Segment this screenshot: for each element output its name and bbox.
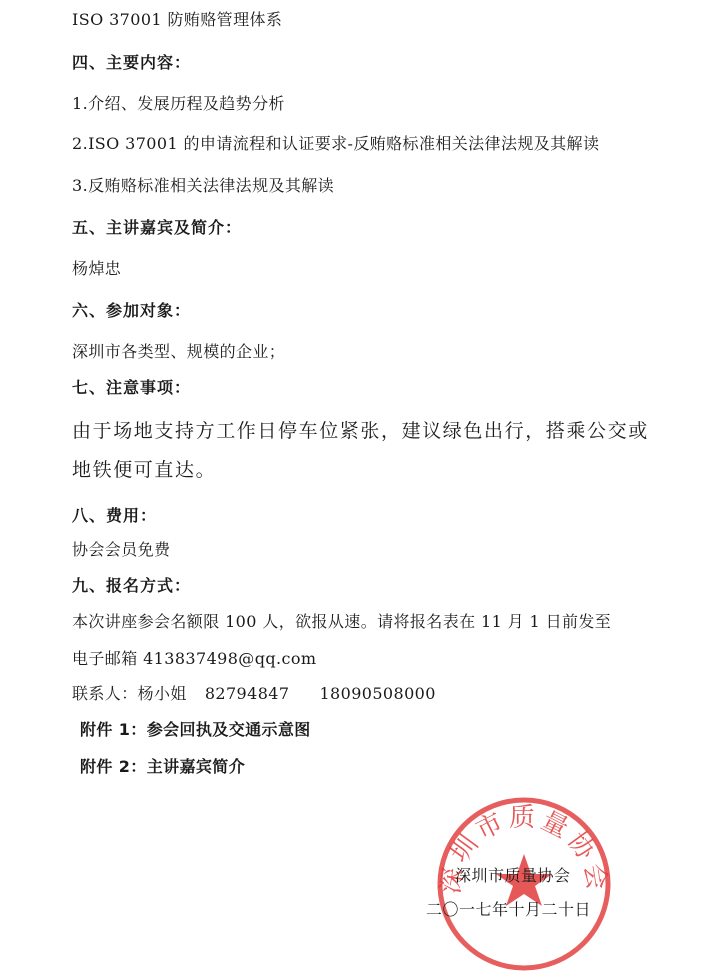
content-item-3: 3.反贿赂标准相关法律法规及其解读 xyxy=(72,176,335,195)
notes-line-1: 由于场地支持方工作日停车位紧张，建议绿色出行，搭乘公交或 xyxy=(72,420,649,442)
audience-text: 深圳市各类型、规模的企业； xyxy=(72,342,286,361)
content-item-1: 1.介绍、发展历程及趋势分析 xyxy=(72,94,285,113)
notes-line-2: 地铁便可直达。 xyxy=(72,459,217,481)
seal-text: 深圳市质量协会 xyxy=(435,803,613,896)
content-item-2: 2.ISO 37001 的申请流程和认证要求-反贿赂标准相关法律法规及其解读 xyxy=(72,134,600,153)
attachment-2: 附件 2：主讲嘉宾简介 xyxy=(80,757,246,776)
fee-heading: 八、费用： xyxy=(72,506,158,525)
registration-email-line: 电子邮箱 413837498@qq.com xyxy=(72,649,317,668)
attachment-1: 附件 1：参会回执及交通示意图 xyxy=(80,720,311,739)
contact-phone: 82794847 xyxy=(204,684,290,703)
contact-label: 联系人：杨小姐 xyxy=(72,684,187,703)
content-heading: 四、主要内容： xyxy=(72,53,192,72)
notes-heading: 七、注意事项： xyxy=(72,378,192,397)
registration-heading: 九、报名方式： xyxy=(72,576,192,595)
fee-text: 协会会员免费 xyxy=(72,540,171,559)
system-line: ISO 37001 防贿赂管理体系 xyxy=(72,10,283,29)
contact-mobile: 18090508000 xyxy=(319,684,436,703)
signature-org: 深圳市质量协会 xyxy=(455,866,571,885)
speaker-name: 杨焯忠 xyxy=(72,259,122,278)
contact-line xyxy=(72,684,436,704)
speaker-heading: 五、主讲嘉宾及简介： xyxy=(72,218,243,237)
registration-line-1: 本次讲座参会名额限 100 人，欲报从速。请将报名表在 11 月 1 日前发至 xyxy=(72,612,612,631)
audience-heading: 六、参加对象： xyxy=(72,301,192,320)
signature-date: 二〇一七年十月二十日 xyxy=(426,900,592,919)
